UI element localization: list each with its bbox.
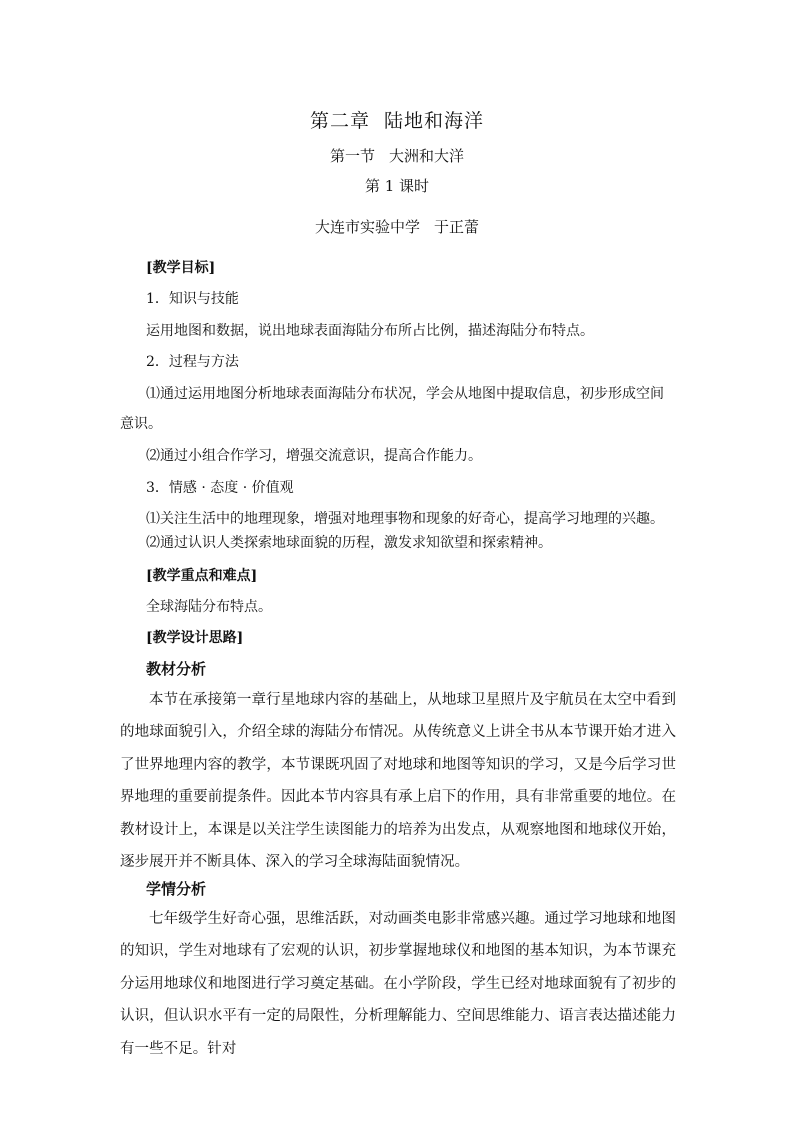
key-points-heading: [教学重点和难点] — [146, 568, 258, 584]
goals-item1-text: 运用地图和数据，说出地球表面海陆分布所占比例，描述海陆分布特点。 — [146, 323, 594, 339]
goals-item3-p2: ⑵通过认识人类探索地球面貌的历程，激发求知欲望和探索精神。 — [146, 535, 552, 551]
key-points-text: 全球海陆分布特点。 — [146, 599, 272, 615]
chapter-name: 陆地和海洋 — [384, 110, 485, 132]
section-name: 大洲和大洋 — [389, 147, 465, 165]
goals-heading: [教学目标] — [146, 260, 216, 276]
goals-item2-p2: ⑵通过小组合作学习，增强交流意识，提高合作能力。 — [146, 448, 482, 464]
author-line — [0, 216, 794, 237]
textbook-analysis-heading: 教材分析 — [146, 660, 207, 678]
goals-item1-title: 1．知识与技能 — [146, 291, 239, 307]
design-heading: [教学设计思路] — [146, 630, 244, 646]
goals-item3-title: 3．情感 · 态度 · 价值观 — [146, 480, 294, 496]
goals-item2-title: 2．过程与方法 — [146, 354, 239, 370]
section-number: 第一节 — [329, 147, 375, 165]
goals-item3-p1: ⑴关注生活中的地理现象，增强对地理事物和现象的好奇心，提高学习地理的兴趣。 — [146, 511, 664, 527]
goals-item2-p1-line2: 意识。 — [120, 416, 162, 432]
author-name: 于正蕾 — [434, 218, 480, 236]
school-name: 大连市实验中学 — [314, 218, 420, 236]
textbook-analysis-text: 本节在承接第一章行星地球内容的基础上，从地球卫星照片及宇航员在太空中看到的地球面貌引入，介绍全球的海陆分布情况。从传统意义上讲全书从本节课开始才进入了世界地理内容的教学，本节课既巩固了对地球和地图等知识的学习，又是今后学习世界地理的重要前提条件。因此本节内容具有承上启下的作用，具有非常重要的地位。在教材设计上，本课是以关注学生读图能力的培养为出发点，从观察地图和地球仪开始，逐步展开并不断具体、深入的学习全球海陆面貌情况。 — [120, 692, 676, 871]
student-analysis-text: 七年级学生好奇心强，思维活跃，对动画类电影非常感兴趣。通过学习地球和地图的知识，学生对地球有了宏观的认识，初步掌握地球仪和地图的基本知识，为本节课充分运用地球仪和地图进行学习奠定基础。在小学阶段，学生已经对地球面貌有了初步的认识，但认识水平有一定的局限性，分析理解能力、空间思维能力、语言表达描述能力有一些不足。针对 — [120, 911, 676, 1057]
chapter-title — [0, 106, 794, 133]
goals-item2-p1-line1: ⑴通过运用地图分析地球表面海陆分布状况，学会从地图中提取信息，初步形成空间 — [146, 386, 664, 402]
student-analysis-heading: 学情分析 — [146, 880, 207, 898]
section-title — [0, 145, 794, 166]
lesson-title: 第 1 课时 — [364, 177, 430, 195]
chapter-number: 第二章 — [309, 110, 370, 132]
